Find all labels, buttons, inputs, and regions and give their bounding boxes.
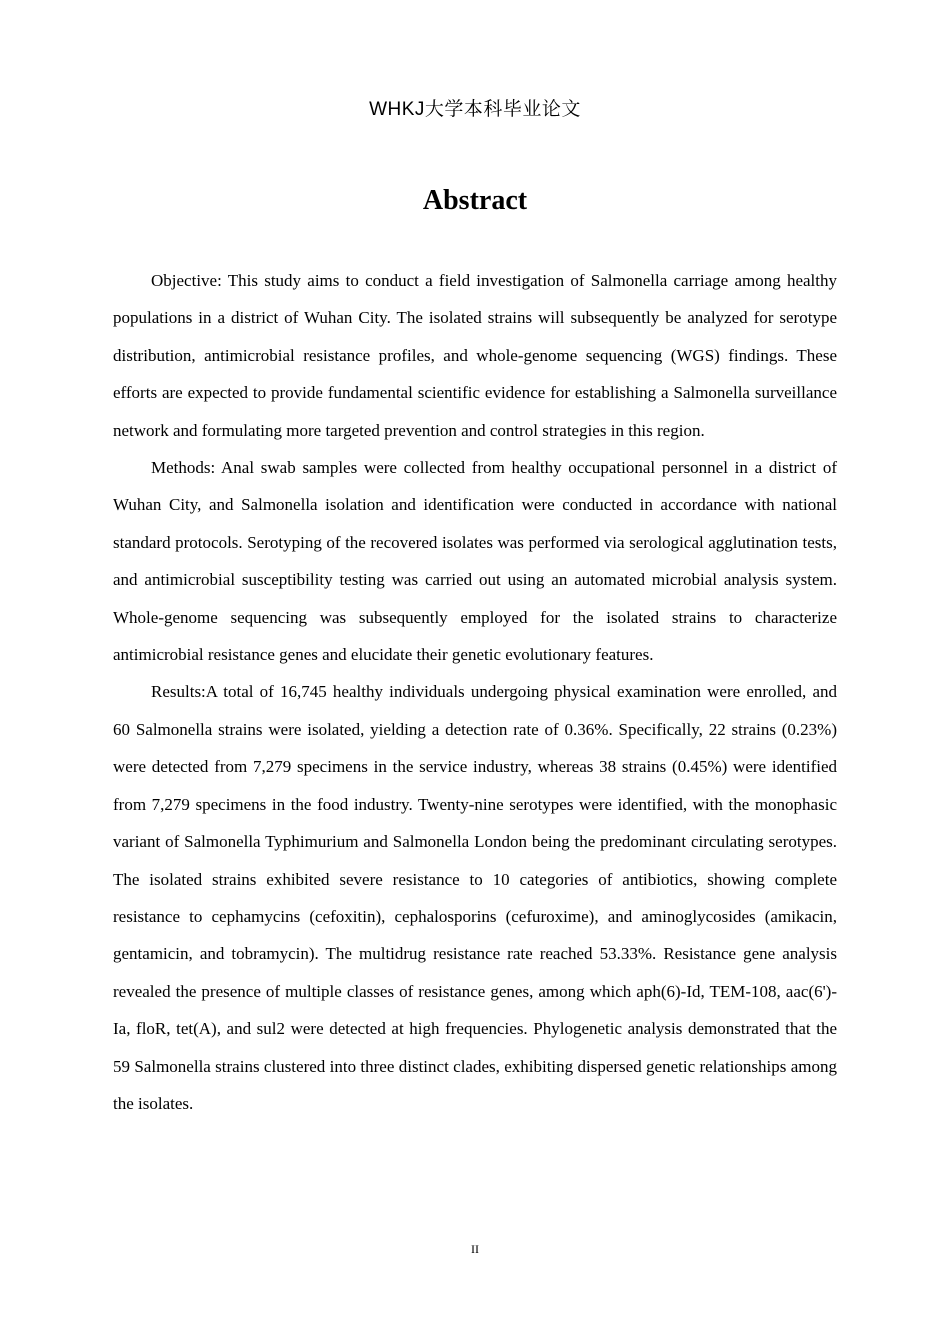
paragraph-results: Results:A total of 16,745 healthy individuals undergoing physical examination were enrolled, and 60 Salmonella strains were isolated, yielding a detection rate of 0.36%. Specifically, 22 strains (0.23%) were detected from 7,279 specimens in the service industry, whereas 38 strains (0.45%) were identified from 7,279 specimens in the food industry. Twenty-nine serotypes were identified, with the monophasic variant of Salmonella Typhimurium and Salmonella London being the predominant circulating serotypes. The isolated strains exhibited severe resistance to 10 categories of antibiotics, showing complete resistance to cephamycins (cefoxitin), cephalosporins (cefuroxime), and aminoglycosides (amikacin, gentamicin, and tobramycin). The multidrug resistance rate reached 53.33%. Resistance gene analysis revealed the presence of multiple classes of resistance genes, among which aph(6)-Id, TEM-108, aac(6')-Ia, floR, tet(A), and sul2 were detected at high frequencies. Phylogenetic analysis demonstrated that the 59 Salmonella strains clustered into three distinct clades, exhibiting dispersed genetic relationships among the isolates. bbox=[113, 682, 837, 1113]
abstract-body bbox=[113, 262, 837, 1122]
running-header: WHKJ大学本科毕业论文 bbox=[369, 99, 581, 120]
page-number: II bbox=[471, 1242, 479, 1256]
paragraph-methods: Methods: Anal swab samples were collected from healthy occupational personnel in a district of Wuhan City, and Salmonella isolation and identification were conducted in accordance with national standard protocols. Serotyping of the recovered isolates was performed via serological agglutination tests, and antimicrobial susceptibility testing was carried out using an automated microbial analysis system. Whole-genome sequencing was subsequently employed for the isolated strains to characterize antimicrobial resistance genes and elucidate their genetic evolutionary features. bbox=[113, 458, 837, 665]
page-title: Abstract bbox=[422, 185, 528, 216]
paragraph-objective: Objective: This study aims to conduct a field investigation of Salmonella carriage among healthy populations in a district of Wuhan City. The isolated strains will subsequently be analyzed for serotype distribution, antimicrobial resistance profiles, and whole-genome sequencing (WGS) findings. These efforts are expected to provide fundamental scientific evidence for establishing a Salmonella surveillance network and formulating more targeted prevention and control strategies in this region. bbox=[113, 271, 837, 440]
